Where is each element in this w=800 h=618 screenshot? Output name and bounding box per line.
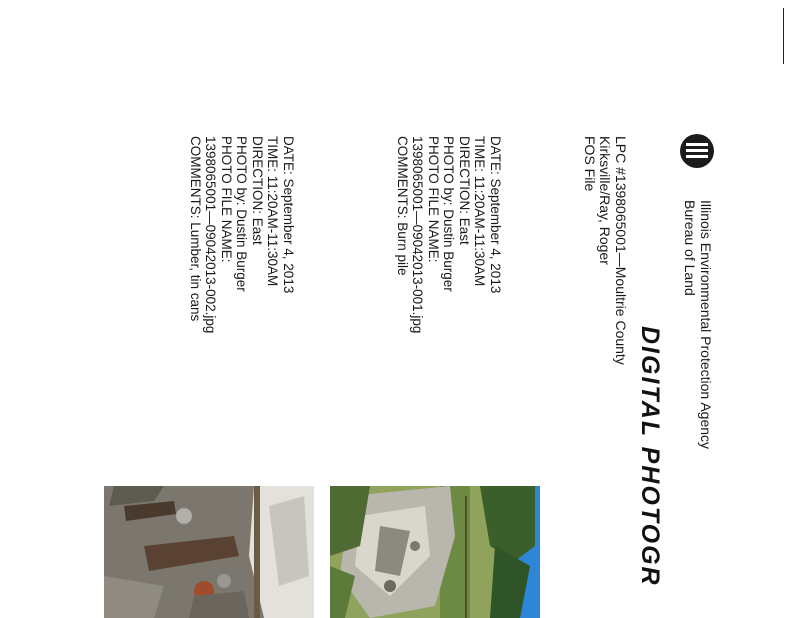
photo-1-photographer: PHOTO by: Dustin Burger <box>441 136 457 292</box>
illinois-epa-logo-icon <box>680 134 714 168</box>
photo-2-file-name-label: PHOTO FILE NAME: <box>219 136 234 263</box>
photo-1-file-name: 1398065001—09042013-001.jpg <box>410 136 426 334</box>
photo-1-date: DATE: September 4, 2013 <box>488 136 503 294</box>
photo-2-caption <box>188 136 297 333</box>
photo-1-time: TIME: 11:20AM-11:30AM <box>472 136 488 287</box>
site-info <box>582 136 629 365</box>
document-title: DIGITAL PHOTOGR <box>636 326 664 587</box>
photo-2-direction: DIRECTION: East <box>250 136 265 245</box>
agency-line-2: Bureau of Land <box>682 200 698 296</box>
photo-2-comments: COMMENTS: Lumber, tin cans <box>188 136 203 322</box>
photo-2-time: TIME: 11:20AM-11:30AM <box>265 136 281 287</box>
photo-1-caption <box>395 136 504 333</box>
photo-2-date: DATE: September 4, 2013 <box>281 136 296 294</box>
lpc-number: LPC #1398065001—Moultrie County <box>613 136 629 365</box>
photo-1-direction: DIRECTION: East <box>457 136 472 245</box>
file-type: FOS File <box>582 136 598 192</box>
photo-2-file-name: 1398065001—09042013-002.jpg <box>203 136 219 334</box>
photo-1-comments: COMMENTS: Burn pile <box>395 136 410 276</box>
photo-1-burn-pile-image <box>330 486 540 618</box>
site-location: Kirksville/Ray, Roger <box>597 136 614 265</box>
agency-name <box>682 200 714 449</box>
photo-1-file-name-label: PHOTO FILE NAME: <box>426 136 441 263</box>
photo-2-lumber-tin-cans-image <box>104 486 314 618</box>
agency-line-1: Illinois Environmental Protection Agency <box>698 200 714 450</box>
photo-2-photographer: PHOTO by: Dustin Burger <box>234 136 250 292</box>
crop-mark <box>783 8 784 64</box>
